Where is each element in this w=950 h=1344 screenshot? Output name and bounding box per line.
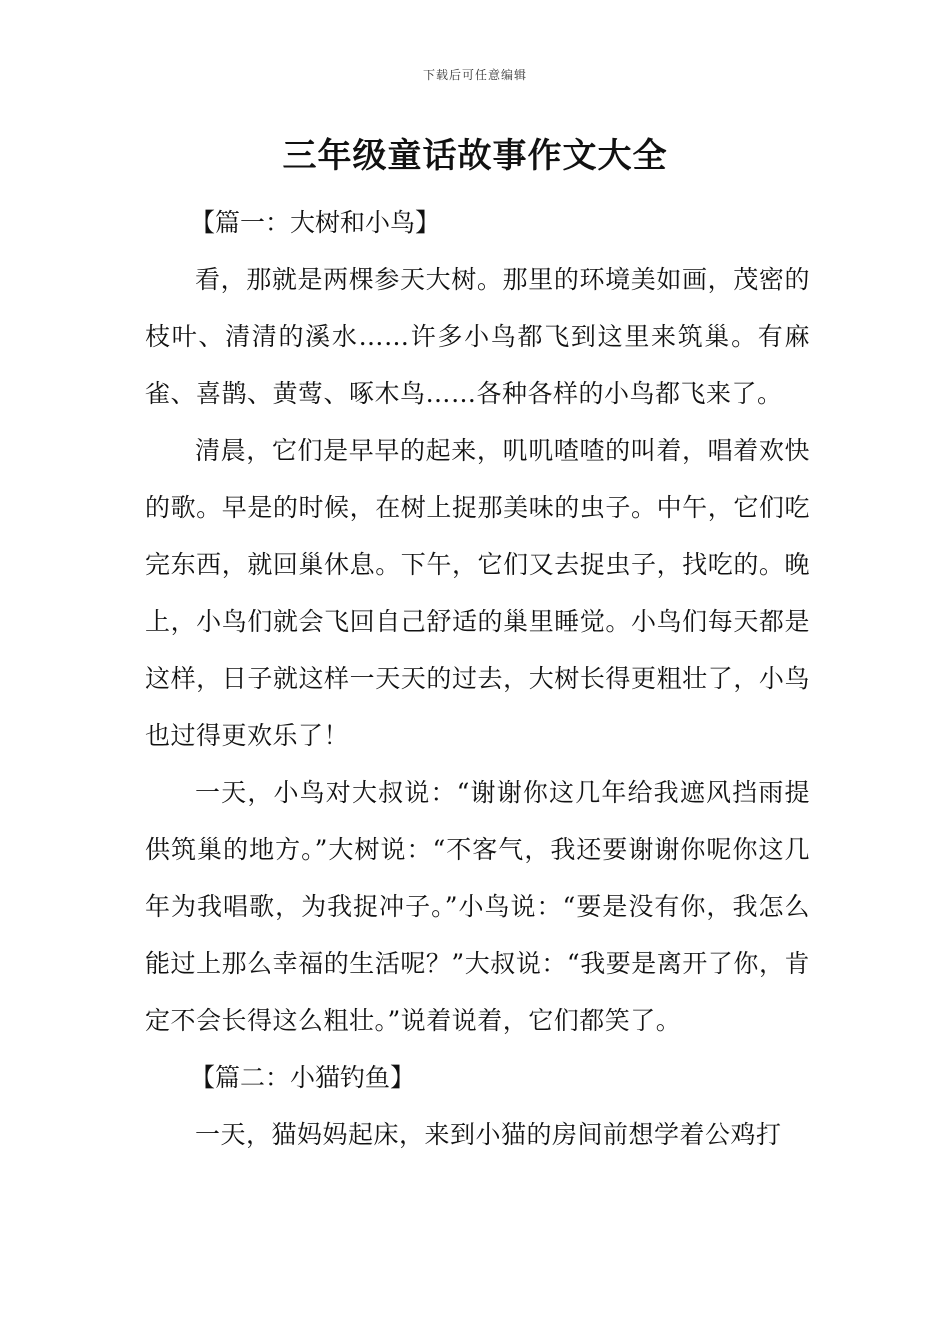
article-body [145, 194, 810, 1163]
section-heading-2: 【篇二：小猫钓鱼】 [190, 1063, 416, 1092]
header-note: 下载后可任意编辑 [422, 68, 527, 82]
paragraph: 一天，小鸟对大叔说：“谢谢你这几年给我遮风挡雨提供筑巢的地方。”大树说：“不客气，我还要谢谢你呢你这几年为我唱歌，为我捉冲子。”小鸟说：“要是没有你，我怎么能过上那么幸福的生活呢？”大叔说：“我要是离开了你，肯定不会长得这么粗壮。”说着说着，它们都笑了。 [145, 778, 810, 1035]
section-heading-1: 【篇一：大树和小鸟】 [190, 208, 441, 237]
page-title: 三年级童话故事作文大全 [282, 136, 668, 176]
paragraph: 看，那就是两棵参天大树。那里的环境美如画，茂密的枝叶、清清的溪水……许多小鸟都飞到这里来筑巢。有麻雀、喜鹊、黄莺、啄木鸟……各种各样的小鸟都飞来了。 [145, 265, 810, 408]
paragraph: 清晨，它们是早早的起来，叽叽喳喳的叫着，唱着欢快的歌。早是的时候，在树上捉那美味的虫子。中午，它们吃完东西，就回巢休息。下午，它们又去捉虫子，找吃的。晚上，小鸟们就会飞回自己舒适的巢里睡觉。小鸟们每天都是这样，日子就这样一天天的过去，大树长得更粗壮了，小鸟也过得更欢乐了！ [145, 436, 810, 750]
paragraph: 一天，猫妈妈起床，来到小猫的房间前想学着公鸡打 [195, 1120, 782, 1149]
